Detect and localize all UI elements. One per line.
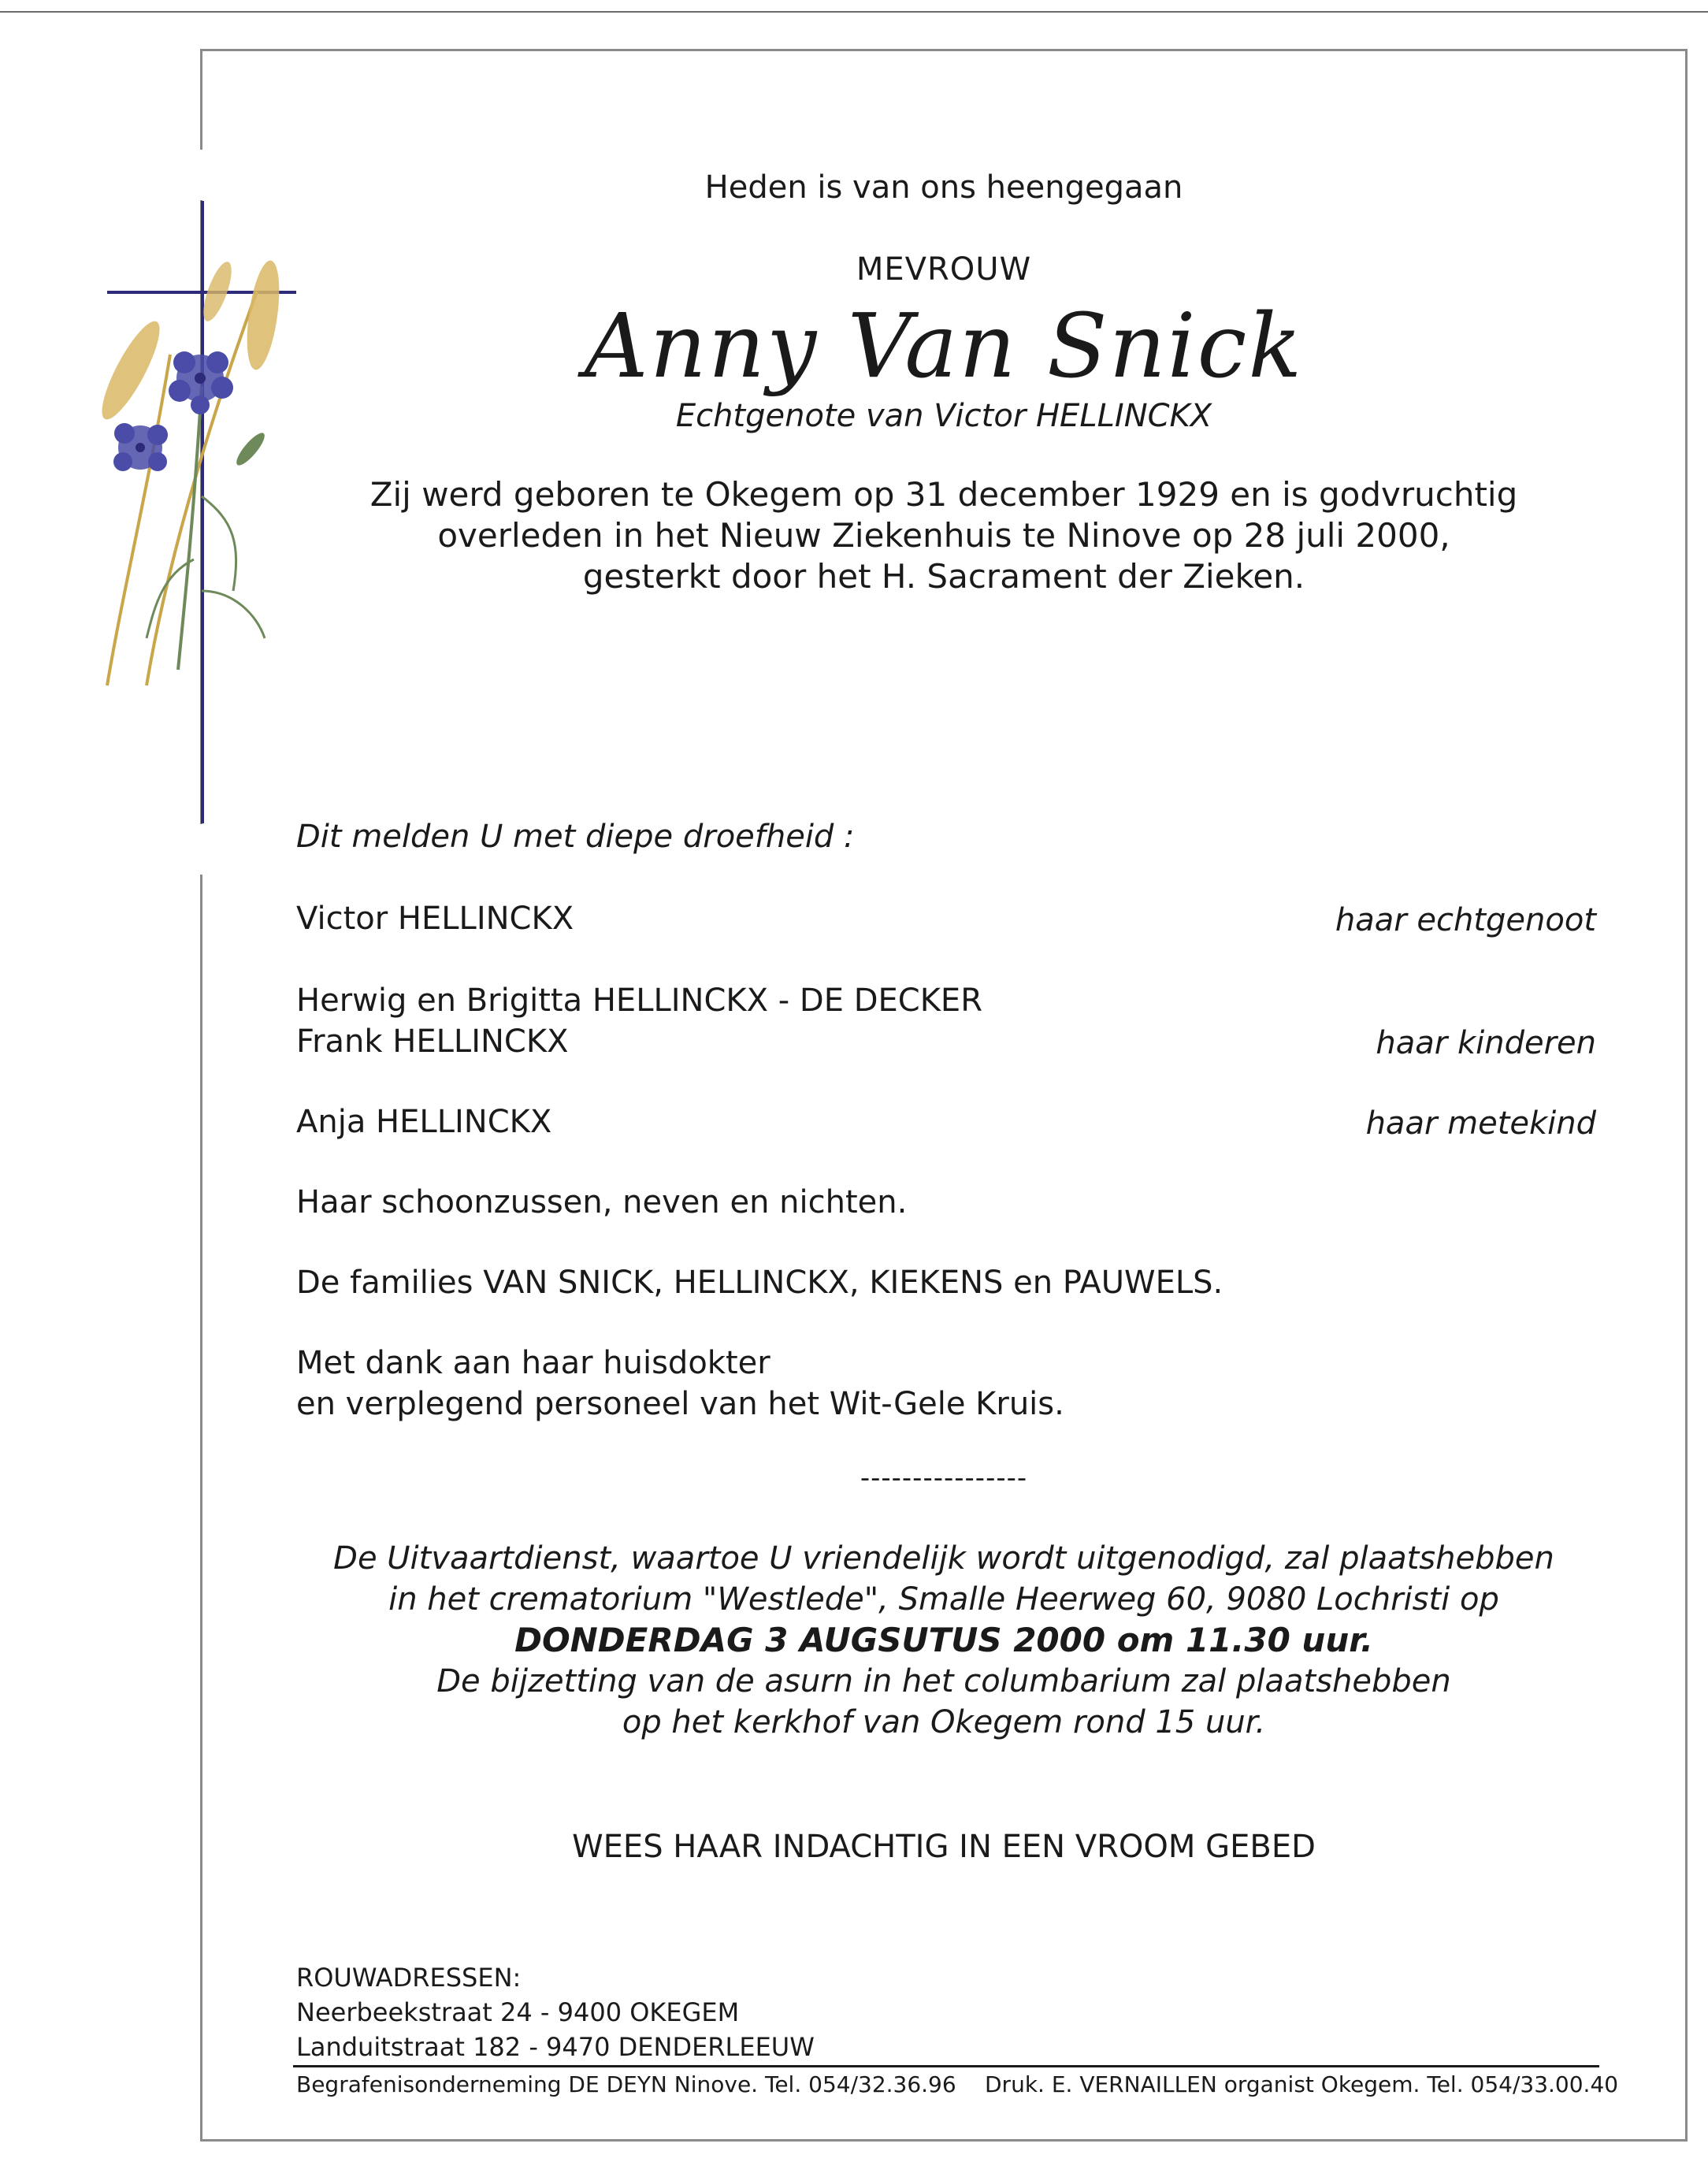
family-name-line: Herwig en Brigitta HELLINCKX - DE DECKER [296, 983, 982, 1019]
thanks-line: en verplegend personeel van het Wit-Gele Kruis. [296, 1386, 1064, 1422]
family-name [296, 980, 982, 1062]
family-name: Anja HELLINCKX [296, 1104, 552, 1140]
prayer-line: WEES HAAR INDACHTIG IN EEN VROOM GEBED [572, 1829, 1316, 1865]
bio-paragraph [200, 474, 1688, 597]
announcement-heading: Dit melden U met diepe droefheid : [296, 819, 855, 855]
bio-line: gesterkt door het H. Sacrament der Zieken. [582, 557, 1305, 596]
other-family-line: Haar schoonzussen, neven en nichten. [296, 1184, 908, 1220]
address-line: Neerbeekstraat 24 - 9400 OKEGEM [296, 1997, 740, 2027]
deceased-name: Anny Van Snick [584, 295, 1304, 398]
title-text: MEVROUW [856, 251, 1032, 288]
printer-credit: Druk. E. VERNAILLEN organist Okegem. Tel. 054/33.00.40 [985, 2071, 1619, 2097]
bio-line: overleden in het Nieuw Ziekenhuis te Ninove op 28 juli 2000, [437, 516, 1450, 555]
spouse-line: Echtgenote van Victor HELLINCKX [675, 398, 1212, 434]
family-relation: haar kinderen [1376, 1025, 1596, 1061]
service-block [200, 1538, 1688, 1743]
service-line: De Uitvaartdienst, waartoe U vriendelijk wordt uitgenodigd, zal plaatshebben [333, 1540, 1554, 1577]
section-divider: ---------------- [860, 1462, 1028, 1494]
family-name-line: Frank HELLINCKX [296, 1023, 569, 1060]
thanks-line: Met dank aan haar huisdokter [296, 1345, 770, 1381]
intro-text: Heden is van ons heengegaan [704, 169, 1183, 206]
address-line: Landuitstraat 182 - 9470 DENDERLEEUW [296, 2032, 815, 2062]
family-relation: haar echtgenoot [1335, 902, 1596, 938]
service-line: op het kerkhof van Okegem rond 15 uur. [622, 1704, 1266, 1740]
family-relation: haar metekind [1365, 1105, 1596, 1142]
bio-line: Zij werd geboren te Okegem op 31 december 1929 en is godvruchtig [369, 475, 1518, 514]
service-line: De bijzetting van de asurn in het columbarium zal plaatshebben [436, 1663, 1451, 1700]
family-name: Victor HELLINCKX [296, 901, 574, 937]
footer-rule [293, 2065, 1599, 2067]
service-date: DONDERDAG 3 AUGSUTUS 2000 om 11.30 uur. [514, 1621, 1373, 1659]
thanks-block [296, 1343, 1064, 1425]
addresses-heading: ROUWADRESSEN: [296, 1963, 522, 1993]
mourning-addresses [296, 1960, 815, 2064]
other-family-line: De families VAN SNICK, HELLINCKX, KIEKENS en PAUWELS. [296, 1265, 1223, 1301]
frame-gap-lower [199, 824, 205, 875]
scan-edge-line [0, 11, 1708, 13]
service-line: in het crematorium "Westlede", Smalle Heerweg 60, 9080 Lochristi op [388, 1581, 1499, 1618]
funeral-home-credit: Begrafenisonderneming DE DEYN Ninove. Tel. 054/32.36.96 [296, 2071, 956, 2097]
